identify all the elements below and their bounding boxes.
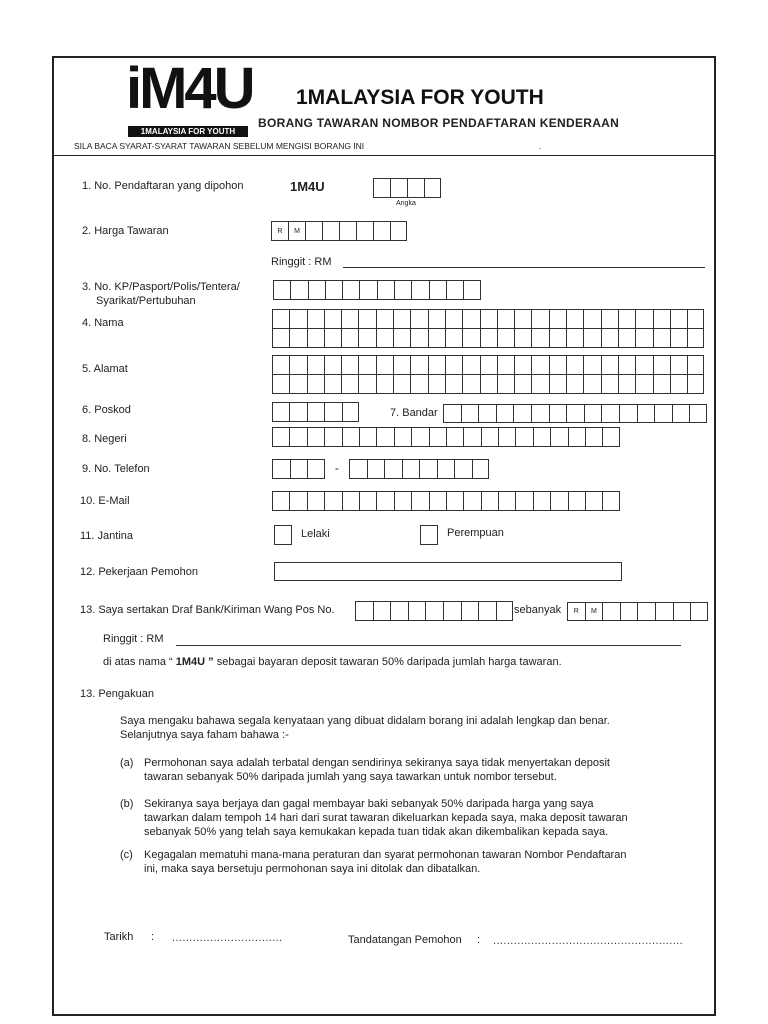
- input-box[interactable]: [583, 374, 600, 394]
- input-box[interactable]: [635, 355, 652, 375]
- input-box[interactable]: [341, 328, 358, 348]
- input-box[interactable]: [462, 328, 479, 348]
- input-box[interactable]: [373, 221, 390, 241]
- input-box[interactable]: [601, 328, 618, 348]
- signature-label: Tandatangan Pemohon: [348, 934, 462, 946]
- input-box[interactable]: [339, 221, 356, 241]
- input-box[interactable]: [602, 427, 619, 447]
- input-box[interactable]: [324, 427, 341, 447]
- input-box[interactable]: [462, 355, 479, 375]
- input-box[interactable]: [289, 427, 306, 447]
- input-box[interactable]: [635, 374, 652, 394]
- input-box[interactable]: [690, 602, 708, 621]
- logo-main-text: iM4U: [126, 56, 253, 121]
- input-box[interactable]: [272, 459, 290, 479]
- input-box[interactable]: [445, 309, 462, 329]
- input-box[interactable]: [454, 459, 472, 479]
- input-box[interactable]: [653, 374, 670, 394]
- clause-c-line2: ini, maka saya bersetuju permohonan saya ini ditolak dan dibatalkan.: [144, 863, 481, 875]
- input-box[interactable]: [481, 491, 498, 511]
- input-box[interactable]: [429, 491, 446, 511]
- input-box[interactable]: [411, 491, 428, 511]
- label-ic-number-line2: Syarikat/Pertubuhan: [96, 295, 196, 307]
- input-box[interactable]: [358, 355, 375, 375]
- input-box[interactable]: [410, 355, 427, 375]
- input-box[interactable]: [349, 459, 367, 479]
- input-box[interactable]: [289, 491, 306, 511]
- input-box[interactable]: [602, 491, 619, 511]
- date-field[interactable]: ................................: [172, 932, 283, 944]
- input-box[interactable]: [376, 491, 393, 511]
- input-box[interactable]: [445, 328, 462, 348]
- input-box[interactable]: [472, 459, 490, 479]
- postcode-boxes[interactable]: [272, 402, 359, 422]
- input-box[interactable]: [496, 404, 514, 423]
- input-box[interactable]: [602, 602, 620, 621]
- input-box[interactable]: [367, 459, 385, 479]
- input-box[interactable]: [670, 328, 687, 348]
- label-phone: 9. No. Telefon: [82, 463, 150, 475]
- input-box[interactable]: [498, 427, 515, 447]
- clause-b-line2: tawarkan dalam tempoh 14 hari dari surat tawaran dikeluarkan kepada saya, maka deposit tawaran: [144, 812, 628, 824]
- payee-post: sebagai bayaran deposit tawaran 50% daripada jumlah harga tawaran.: [213, 656, 562, 668]
- input-box[interactable]: [673, 602, 691, 621]
- input-box[interactable]: [585, 427, 602, 447]
- signature-field[interactable]: .......................................................: [493, 935, 684, 947]
- input-box[interactable]: [653, 328, 670, 348]
- input-box[interactable]: [461, 601, 479, 621]
- input-box[interactable]: [670, 309, 687, 329]
- input-box[interactable]: [305, 221, 322, 241]
- input-box[interactable]: [322, 221, 339, 241]
- address-boxes-row1[interactable]: [272, 355, 704, 375]
- input-box[interactable]: [376, 374, 393, 394]
- input-box[interactable]: [637, 602, 655, 621]
- input-box[interactable]: [290, 459, 308, 479]
- signature-colon: :: [477, 934, 481, 946]
- input-box[interactable]: [533, 427, 550, 447]
- input-box[interactable]: [373, 601, 391, 621]
- input-box[interactable]: [394, 280, 411, 300]
- input-box[interactable]: [583, 328, 600, 348]
- ringgit-words-line[interactable]: [343, 255, 705, 268]
- input-box[interactable]: [342, 491, 359, 511]
- label-city: 7. Bandar: [390, 407, 438, 419]
- input-box[interactable]: [566, 374, 583, 394]
- input-box[interactable]: [514, 328, 531, 348]
- input-box[interactable]: [601, 309, 618, 329]
- input-box[interactable]: [463, 427, 480, 447]
- input-box[interactable]: [324, 328, 341, 348]
- ic-number-boxes[interactable]: [273, 280, 481, 300]
- price-box-m: M: [288, 221, 305, 241]
- form-title: 1MALAYSIA FOR YOUTH: [296, 86, 544, 109]
- input-box[interactable]: [384, 459, 402, 479]
- input-box[interactable]: [358, 374, 375, 394]
- bank-draft-number-boxes[interactable]: [355, 601, 513, 621]
- input-box[interactable]: [410, 374, 427, 394]
- payee-pre: di atas nama “: [103, 656, 173, 668]
- input-box[interactable]: [289, 309, 306, 329]
- input-box[interactable]: [402, 459, 420, 479]
- input-box[interactable]: [428, 374, 445, 394]
- clause-b-line3: sebanyak 50% yang telah saya kemukakan kepada tuan tidak akan dikembalikan kepada saya.: [144, 826, 609, 838]
- input-box[interactable]: [359, 427, 376, 447]
- input-box[interactable]: [620, 602, 638, 621]
- input-box[interactable]: [289, 355, 306, 375]
- input-box[interactable]: [410, 309, 427, 329]
- input-box[interactable]: [272, 309, 289, 329]
- phone-number-boxes[interactable]: [349, 459, 489, 479]
- input-box[interactable]: [514, 374, 531, 394]
- input-box[interactable]: [531, 404, 549, 423]
- input-box[interactable]: [272, 374, 289, 394]
- name-boxes-row1[interactable]: [272, 309, 704, 329]
- input-box[interactable]: [428, 309, 445, 329]
- input-box[interactable]: [359, 491, 376, 511]
- input-box[interactable]: [376, 427, 393, 447]
- input-box[interactable]: [341, 374, 358, 394]
- input-box[interactable]: [601, 374, 618, 394]
- input-box[interactable]: [531, 355, 548, 375]
- input-box[interactable]: [461, 404, 479, 423]
- input-box[interactable]: [394, 491, 411, 511]
- label-ic-number: 3. No. KP/Pasport/Polis/Tentera/: [82, 281, 240, 293]
- input-box[interactable]: [619, 404, 637, 423]
- input-box[interactable]: [637, 404, 655, 423]
- label-gender: 11. Jantina: [80, 530, 134, 542]
- input-box[interactable]: [514, 309, 531, 329]
- input-box[interactable]: [437, 459, 455, 479]
- input-box[interactable]: [307, 328, 324, 348]
- input-box[interactable]: [428, 328, 445, 348]
- input-box[interactable]: [377, 280, 394, 300]
- input-box[interactable]: [272, 355, 289, 375]
- input-box[interactable]: [429, 427, 446, 447]
- input-box[interactable]: [531, 328, 548, 348]
- input-box[interactable]: [272, 491, 289, 511]
- input-box[interactable]: [497, 309, 514, 329]
- input-box[interactable]: [549, 328, 566, 348]
- address-boxes-row2[interactable]: [272, 374, 704, 394]
- input-box[interactable]: [289, 402, 306, 422]
- input-box[interactable]: [531, 374, 548, 394]
- input-box[interactable]: [394, 427, 411, 447]
- input-box[interactable]: [655, 602, 673, 621]
- input-box[interactable]: [407, 178, 424, 198]
- input-box[interactable]: [618, 355, 635, 375]
- input-box[interactable]: [355, 601, 373, 621]
- input-box[interactable]: [478, 601, 496, 621]
- input-box[interactable]: [585, 491, 602, 511]
- city-boxes[interactable]: [443, 404, 707, 423]
- input-box[interactable]: [358, 309, 375, 329]
- input-box[interactable]: [408, 601, 426, 621]
- input-box[interactable]: [566, 355, 583, 375]
- label-plate-number: 1. No. Pendaftaran yang dipohon: [82, 180, 244, 192]
- declaration-heading: 13. Pengakuan: [80, 688, 155, 700]
- input-box[interactable]: [411, 280, 428, 300]
- declaration-intro-2: Selanjutnya saya faham bahawa :-: [120, 729, 289, 741]
- clause-c-line1: Kegagalan mematuhi mana-mana peraturan dan syarat permohonan tawaran Nombor Pendaftaran: [144, 849, 627, 861]
- input-box[interactable]: [307, 427, 324, 447]
- input-box[interactable]: [670, 355, 687, 375]
- input-box[interactable]: [307, 309, 324, 329]
- input-box[interactable]: [635, 328, 652, 348]
- input-box[interactable]: [497, 374, 514, 394]
- clause-c-label: (c): [120, 849, 133, 861]
- input-box[interactable]: [325, 280, 342, 300]
- input-box[interactable]: [373, 178, 390, 198]
- input-box[interactable]: [446, 427, 463, 447]
- input-box[interactable]: [550, 491, 567, 511]
- input-box[interactable]: [549, 374, 566, 394]
- input-box[interactable]: [324, 374, 341, 394]
- label-state: 8. Negeri: [82, 433, 127, 445]
- deposit-ringgit-words-line[interactable]: [176, 633, 681, 646]
- input-box[interactable]: [393, 374, 410, 394]
- input-box[interactable]: [307, 374, 324, 394]
- input-box[interactable]: [601, 404, 619, 423]
- input-box[interactable]: [308, 280, 325, 300]
- input-box[interactable]: [358, 328, 375, 348]
- form-subtitle: BORANG TAWARAN NOMBOR PENDAFTARAN KENDERAAN: [258, 116, 620, 130]
- declaration-intro-1: Saya mengaku bahawa segala kenyataan yang dibuat didalam borang ini adalah lengkap dan benar.: [120, 715, 610, 727]
- input-box[interactable]: [272, 328, 289, 348]
- input-box[interactable]: [654, 404, 672, 423]
- input-box[interactable]: [480, 309, 497, 329]
- input-box[interactable]: [463, 491, 480, 511]
- input-box[interactable]: [618, 374, 635, 394]
- input-box[interactable]: [566, 328, 583, 348]
- clause-b-label: (b): [120, 798, 134, 810]
- input-box[interactable]: [272, 427, 289, 447]
- ringgit-label: Ringgit : RM: [271, 256, 332, 268]
- input-box[interactable]: [498, 491, 515, 511]
- deposit-payee-statement: [103, 656, 562, 668]
- input-box[interactable]: [670, 374, 687, 394]
- input-box[interactable]: [601, 355, 618, 375]
- input-box[interactable]: [478, 404, 496, 423]
- input-box[interactable]: [566, 404, 584, 423]
- input-box[interactable]: [533, 491, 550, 511]
- input-box[interactable]: [445, 355, 462, 375]
- date-label: Tarikh: [104, 931, 134, 943]
- input-box[interactable]: [687, 328, 704, 348]
- input-box[interactable]: [410, 328, 427, 348]
- input-box[interactable]: [463, 280, 480, 300]
- input-box[interactable]: [583, 309, 600, 329]
- input-box[interactable]: [550, 427, 567, 447]
- input-box[interactable]: [324, 355, 341, 375]
- input-box[interactable]: [687, 309, 704, 329]
- gender-female-label: Perempuan: [447, 527, 504, 539]
- input-box[interactable]: [515, 491, 532, 511]
- input-box[interactable]: [515, 427, 532, 447]
- input-box[interactable]: [341, 309, 358, 329]
- input-box[interactable]: [272, 402, 289, 422]
- input-box[interactable]: [428, 355, 445, 375]
- input-box[interactable]: [497, 328, 514, 348]
- date-colon: :: [151, 931, 155, 943]
- notice-dot: .: [539, 141, 542, 151]
- input-box[interactable]: [273, 280, 290, 300]
- input-box[interactable]: [289, 374, 306, 394]
- input-box[interactable]: [324, 402, 341, 422]
- input-box[interactable]: [549, 404, 567, 423]
- occupation-input[interactable]: [274, 562, 622, 581]
- input-box[interactable]: [424, 178, 441, 198]
- input-box[interactable]: [689, 404, 707, 423]
- input-box[interactable]: [419, 459, 437, 479]
- state-boxes[interactable]: [272, 427, 620, 447]
- input-box[interactable]: [289, 328, 306, 348]
- input-box[interactable]: [584, 404, 602, 423]
- input-box[interactable]: [307, 491, 324, 511]
- input-box[interactable]: [324, 309, 341, 329]
- input-box[interactable]: [390, 221, 407, 241]
- input-box[interactable]: [480, 328, 497, 348]
- input-box[interactable]: [618, 309, 635, 329]
- im4u-logo: [126, 56, 253, 136]
- input-box[interactable]: [496, 601, 514, 621]
- input-box[interactable]: [359, 280, 376, 300]
- input-box[interactable]: [393, 309, 410, 329]
- label-bank-draft: 13. Saya sertakan Draf Bank/Kiriman Wang Pos No.: [80, 604, 335, 616]
- input-box[interactable]: [462, 374, 479, 394]
- plate-prefix: 1M4U: [290, 179, 325, 194]
- input-box[interactable]: [390, 601, 408, 621]
- gender-female-checkbox[interactable]: [420, 525, 438, 545]
- deposit-box-r: R: [567, 602, 585, 621]
- form-notice: SILA BACA SYARAT-SYARAT TAWARAN SEBELUM MENGISI BORANG INI: [74, 141, 365, 151]
- input-box[interactable]: [376, 328, 393, 348]
- offer-price-boxes[interactable]: [271, 221, 407, 241]
- input-box[interactable]: [462, 309, 479, 329]
- input-box[interactable]: [653, 355, 670, 375]
- input-box[interactable]: [307, 459, 325, 479]
- input-box[interactable]: [429, 280, 446, 300]
- input-box[interactable]: [531, 309, 548, 329]
- phone-dash: -: [335, 463, 339, 475]
- input-box[interactable]: [324, 491, 341, 511]
- input-box[interactable]: [342, 427, 359, 447]
- label-email: 10. E-Mail: [80, 495, 130, 507]
- label-address: 5. Alamat: [82, 363, 128, 375]
- input-box[interactable]: [480, 355, 497, 375]
- input-box[interactable]: [443, 404, 461, 423]
- input-box[interactable]: [583, 355, 600, 375]
- input-box[interactable]: [411, 427, 428, 447]
- phone-prefix-boxes[interactable]: [272, 459, 325, 479]
- label-postcode: 6. Poskod: [82, 404, 131, 416]
- input-box[interactable]: [687, 374, 704, 394]
- input-box[interactable]: [566, 309, 583, 329]
- input-box[interactable]: [393, 355, 410, 375]
- email-boxes[interactable]: [272, 491, 620, 511]
- input-box[interactable]: [549, 309, 566, 329]
- input-box[interactable]: [341, 355, 358, 375]
- input-box[interactable]: [307, 355, 324, 375]
- deposit-amount-boxes[interactable]: [567, 602, 708, 621]
- input-box[interactable]: [549, 355, 566, 375]
- input-box[interactable]: [342, 402, 359, 422]
- input-box[interactable]: [653, 309, 670, 329]
- clause-a-line2: tawaran sebanyak 50% daripada jumlah yang saya tawarkan untuk nombor tersebut.: [144, 771, 557, 783]
- input-box[interactable]: [514, 355, 531, 375]
- plate-number-boxes[interactable]: [373, 178, 441, 198]
- input-box[interactable]: [672, 404, 690, 423]
- label-name: 4. Nama: [82, 317, 124, 329]
- gender-male-checkbox[interactable]: [274, 525, 292, 545]
- input-box[interactable]: [425, 601, 443, 621]
- deposit-box-m: M: [585, 602, 603, 621]
- header-divider: [52, 155, 716, 156]
- input-box[interactable]: [480, 374, 497, 394]
- input-box[interactable]: [635, 309, 652, 329]
- input-box[interactable]: [481, 427, 498, 447]
- input-box[interactable]: [568, 427, 585, 447]
- label-occupation: 12. Pekerjaan Pemohon: [80, 566, 199, 578]
- input-box[interactable]: [290, 280, 307, 300]
- input-box[interactable]: [618, 328, 635, 348]
- gender-male-label: Lelaki: [301, 528, 330, 540]
- input-box[interactable]: [393, 328, 410, 348]
- input-box[interactable]: [687, 355, 704, 375]
- digits-hint: Angka: [396, 200, 416, 207]
- label-offer-price: 2. Harga Tawaran: [82, 225, 169, 237]
- input-box[interactable]: [443, 601, 461, 621]
- deposit-ringgit-label: Ringgit : RM: [103, 633, 164, 645]
- input-box[interactable]: [356, 221, 373, 241]
- label-amount: sebanyak: [514, 604, 562, 616]
- input-box[interactable]: [445, 374, 462, 394]
- logo-tagline: 1MALAYSIA FOR YOUTH: [128, 126, 248, 137]
- input-box[interactable]: [446, 280, 463, 300]
- clause-b-line1: Sekiranya saya berjaya dan gagal membayar baki sebanyak 50% daripada harga yang saya: [144, 798, 594, 810]
- name-boxes-row2[interactable]: [272, 328, 704, 348]
- input-box[interactable]: [307, 402, 324, 422]
- input-box[interactable]: [513, 404, 531, 423]
- input-box[interactable]: [376, 355, 393, 375]
- input-box[interactable]: [568, 491, 585, 511]
- input-box[interactable]: [446, 491, 463, 511]
- input-box[interactable]: [376, 309, 393, 329]
- price-box-r: R: [271, 221, 288, 241]
- input-box[interactable]: [342, 280, 359, 300]
- clause-a-line1: Permohonan saya adalah terbatal dengan sendirinya sekiranya saya tidak menyertakan deposit: [144, 757, 610, 769]
- payee-name: 1M4U ”: [172, 656, 214, 668]
- input-box[interactable]: [390, 178, 407, 198]
- clause-a-label: (a): [120, 757, 134, 769]
- input-box[interactable]: [497, 355, 514, 375]
